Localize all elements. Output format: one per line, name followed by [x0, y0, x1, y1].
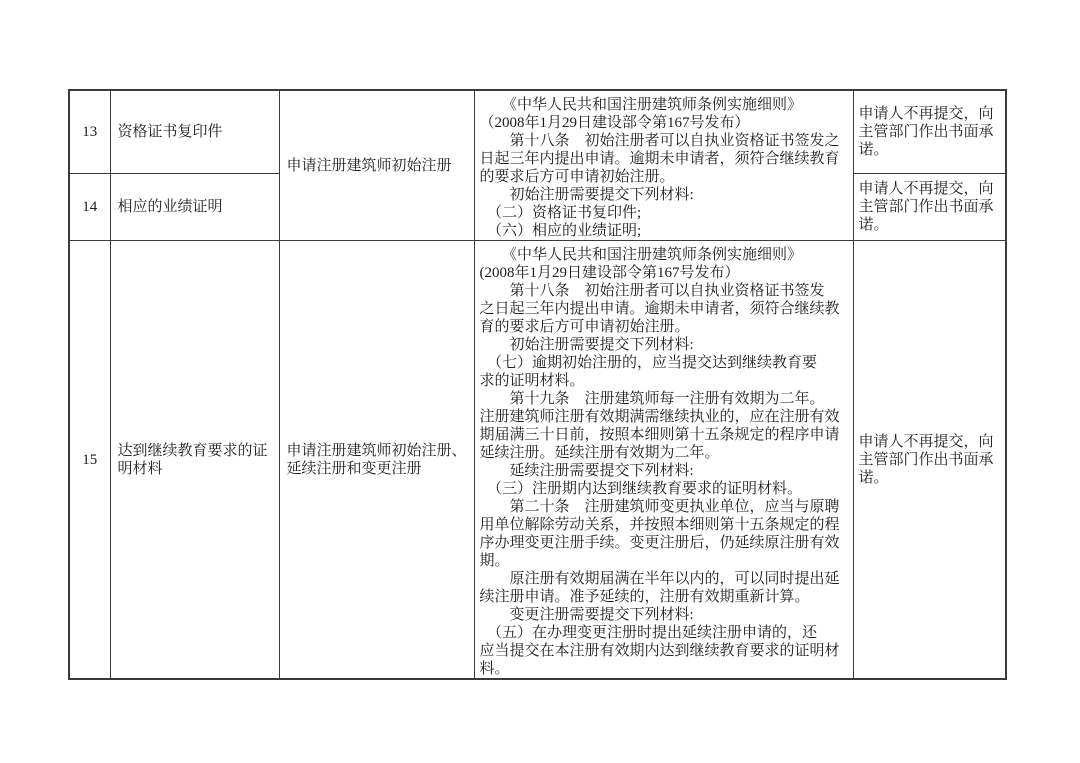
text-line: 求的证明材料。 — [479, 373, 585, 389]
row15-commitment-cell — [853, 241, 1006, 680]
text-line: 用单位解除劳动关系，并按照本细则第十五条规定的程 — [479, 517, 840, 533]
row15-legal-basis-cell — [474, 241, 853, 680]
apply-type: 申请注册建筑师初始注册、延续注册和变更注册 — [286, 442, 467, 477]
text-line: 期。 — [479, 553, 510, 569]
row14-material-cell — [110, 173, 279, 240]
material-name: 资格证书复印件 — [117, 123, 223, 140]
text-line: （二）资格证书复印件; — [479, 205, 642, 221]
text-line: 的要求后方可申请初始注册。 — [479, 169, 675, 185]
text-line: 续注册申请。准予延续的，注册有效期重新计算。 — [479, 589, 810, 605]
text-line: (2008年1月29日建设部令第167号发布） — [479, 265, 740, 281]
rows13-14-apply-type-cell — [279, 90, 474, 241]
text-line: 育的要求后方可申请初始注册。 — [479, 319, 690, 335]
text-line: 日起三年内提出申请。逾期未申请者，须符合继续教育 — [479, 151, 840, 167]
text-line: （五）在办理变更注册时提出延续注册申请的，还 — [479, 625, 818, 641]
material-name: 相应的业绩证明 — [117, 198, 223, 215]
text-line: 第十八条 初始注册者可以自执业资格证书签发 — [479, 283, 825, 299]
row-number: 14 — [82, 198, 98, 215]
text-line: （七）逾期初始注册的，应当提交达到继续教育要 — [479, 355, 818, 371]
requirements-table — [68, 89, 1007, 680]
row14-commitment-cell — [853, 173, 1006, 240]
text-line: 延续注册。延续注册有效期为二年。 — [479, 445, 720, 461]
material-name: 达到继续教育要求的证明材料 — [117, 442, 268, 477]
rows13-14-legal-basis-cell — [474, 90, 853, 241]
text-line: （2008年1月29日建设部令第167号发布） — [479, 115, 750, 131]
text-line: 《中华人民共和国注册建筑师条例实施细则》 — [479, 97, 803, 113]
text-line: 料。 — [479, 661, 510, 677]
text-line: 第十九条 注册建筑师每一注册有效期为二年。 — [479, 391, 825, 407]
row14-number-cell — [69, 173, 110, 240]
text-line: 第二十条 注册建筑师变更执业单位，应当与原聘 — [479, 499, 840, 515]
text-line: 原注册有效期届满在半年以内的，可以同时提出延 — [479, 571, 840, 587]
commitment-text: 申请人不再提交，向主管部门作出书面承诺。 — [858, 180, 994, 233]
text-line: 初始注册需要提交下列材料: — [479, 187, 694, 203]
text-line: 之日起三年内提出申请。逾期未申请者，须符合继续教 — [479, 301, 840, 317]
text-line: 延续注册需要提交下列材料: — [479, 463, 694, 479]
text-line: 变更注册需要提交下列材料: — [479, 607, 694, 623]
commitment-text: 申请人不再提交，向主管部门作出书面承诺。 — [858, 433, 994, 486]
row13-commitment-cell — [853, 90, 1006, 173]
text-line: （六）相应的业绩证明; — [479, 223, 642, 239]
text-line: 初始注册需要提交下列材料: — [479, 337, 694, 353]
row15-apply-type-cell — [279, 241, 474, 680]
table-row-15 — [69, 241, 1006, 680]
row13-material-cell — [110, 90, 279, 173]
text-line: 应当提交在本注册有效期内达到继续教育要求的证明材 — [479, 643, 840, 659]
commitment-text: 申请人不再提交，向主管部门作出书面承诺。 — [858, 105, 994, 158]
row13-number-cell — [69, 90, 110, 173]
text-line: 《中华人民共和国注册建筑师条例实施细则》 — [479, 247, 803, 263]
row-number: 13 — [82, 123, 98, 140]
text-line: 注册建筑师注册有效期满需继续执业的，应在注册有效 — [479, 409, 840, 425]
table-row-13 — [69, 90, 1006, 173]
text-line: 第十八条 初始注册者可以自执业资格证书签发之 — [479, 133, 840, 149]
apply-type: 申请注册建筑师初始注册 — [286, 157, 452, 174]
text-line: 期届满三十日前，按照本细则第十五条规定的程序申请 — [479, 427, 840, 443]
row15-material-cell — [110, 241, 279, 680]
row-number: 15 — [82, 451, 98, 468]
text-line: （三）注册期内达到继续教育要求的证明材料。 — [479, 481, 803, 497]
row15-number-cell — [69, 241, 110, 680]
text-line: 序办理变更注册手续。变更注册后，仍延续原注册有效 — [479, 535, 840, 551]
